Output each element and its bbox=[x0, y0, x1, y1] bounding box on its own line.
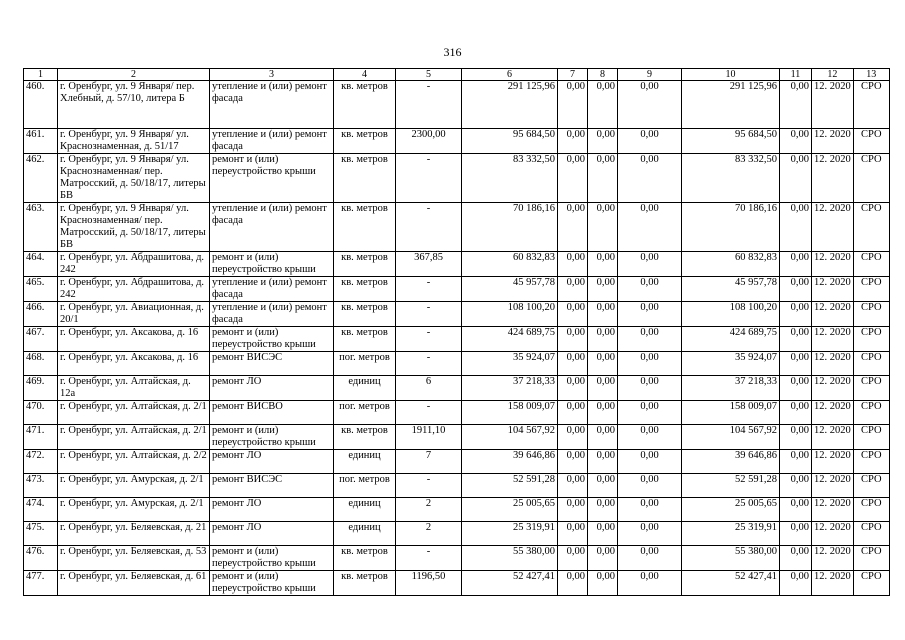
total-cost-cell: 104 567,92 bbox=[462, 425, 558, 450]
total-cost-cell: 95 684,50 bbox=[462, 129, 558, 154]
quantity-cell: 7 bbox=[396, 450, 462, 474]
owner-funds-cell: 70 186,16 bbox=[682, 203, 780, 252]
quantity-cell: - bbox=[396, 352, 462, 376]
quantity-cell: - bbox=[396, 401, 462, 425]
fund-cell: 0,00 bbox=[588, 498, 618, 522]
term-cell: 12. 2020 bbox=[812, 522, 854, 546]
owner-funds-cell: 25 005,65 bbox=[682, 498, 780, 522]
term-cell: 12. 2020 bbox=[812, 327, 854, 352]
term-cell: 12. 2020 bbox=[812, 401, 854, 425]
total-cost-cell: 83 332,50 bbox=[462, 154, 558, 203]
fund-cell: 0,00 bbox=[780, 252, 812, 277]
column-header: 6 bbox=[462, 69, 558, 81]
quantity-cell: - bbox=[396, 474, 462, 498]
quantity-cell: - bbox=[396, 81, 462, 129]
fund-cell: 0,00 bbox=[780, 401, 812, 425]
method-cell: СРО bbox=[853, 425, 889, 450]
table-row bbox=[24, 129, 890, 154]
method-cell: СРО bbox=[853, 154, 889, 203]
unit-cell: единиц bbox=[334, 376, 396, 401]
total-cost-cell: 108 100,20 bbox=[462, 302, 558, 327]
owner-funds-cell: 291 125,96 bbox=[682, 81, 780, 129]
address-cell: г. Оренбург, ул. Алтайская, д. 12а bbox=[58, 376, 210, 401]
fund-cell: 0,00 bbox=[588, 252, 618, 277]
column-header: 13 bbox=[853, 69, 889, 81]
work-type-cell: ремонт и (или) переустройство крыши bbox=[210, 425, 334, 450]
table-row bbox=[24, 376, 890, 401]
row-number: 475. bbox=[24, 522, 58, 546]
fund-cell: 0,00 bbox=[558, 474, 588, 498]
method-cell: СРО bbox=[853, 129, 889, 154]
term-cell: 12. 2020 bbox=[812, 277, 854, 302]
fund-cell: 0,00 bbox=[558, 352, 588, 376]
owner-funds-cell: 52 427,41 bbox=[682, 571, 780, 596]
quantity-cell: - bbox=[396, 546, 462, 571]
fund-cell: 0,00 bbox=[780, 352, 812, 376]
column-header: 4 bbox=[334, 69, 396, 81]
work-type-cell: ремонт ЛО bbox=[210, 450, 334, 474]
fund-cell: 0,00 bbox=[558, 450, 588, 474]
address-cell: г. Оренбург, ул. Амурская, д. 2/1 bbox=[58, 498, 210, 522]
table-row bbox=[24, 81, 890, 129]
work-type-cell: утепление и (или) ремонт фасада bbox=[210, 277, 334, 302]
fund-cell: 0,00 bbox=[780, 498, 812, 522]
quantity-cell: 2 bbox=[396, 522, 462, 546]
term-cell: 12. 2020 bbox=[812, 376, 854, 401]
quantity-cell: 2300,00 bbox=[396, 129, 462, 154]
owner-funds-cell: 45 957,78 bbox=[682, 277, 780, 302]
row-number: 469. bbox=[24, 376, 58, 401]
work-type-cell: ремонт и (или) переустройство крыши bbox=[210, 571, 334, 596]
fund-cell: 0,00 bbox=[588, 425, 618, 450]
method-cell: СРО bbox=[853, 450, 889, 474]
method-cell: СРО bbox=[853, 546, 889, 571]
unit-cell: единиц bbox=[334, 498, 396, 522]
owner-funds-cell: 52 591,28 bbox=[682, 474, 780, 498]
quantity-cell: - bbox=[396, 302, 462, 327]
column-header: 12 bbox=[812, 69, 854, 81]
fund-cell: 0,00 bbox=[588, 450, 618, 474]
total-cost-cell: 52 591,28 bbox=[462, 474, 558, 498]
column-header: 9 bbox=[618, 69, 682, 81]
work-type-cell: ремонт и (или) переустройство крыши bbox=[210, 327, 334, 352]
method-cell: СРО bbox=[853, 81, 889, 129]
quantity-cell: 6 bbox=[396, 376, 462, 401]
fund-cell: 0,00 bbox=[780, 203, 812, 252]
fund-cell: 0,00 bbox=[558, 154, 588, 203]
quantity-cell: - bbox=[396, 277, 462, 302]
work-type-cell: ремонт и (или) переустройство крыши bbox=[210, 252, 334, 277]
row-number: 462. bbox=[24, 154, 58, 203]
table-row bbox=[24, 401, 890, 425]
repair-program-table bbox=[23, 68, 890, 596]
fund-cell: 0,00 bbox=[780, 376, 812, 401]
fund-cell: 0,00 bbox=[618, 129, 682, 154]
term-cell: 12. 2020 bbox=[812, 352, 854, 376]
table-row bbox=[24, 327, 890, 352]
owner-funds-cell: 39 646,86 bbox=[682, 450, 780, 474]
method-cell: СРО bbox=[853, 401, 889, 425]
method-cell: СРО bbox=[853, 327, 889, 352]
term-cell: 12. 2020 bbox=[812, 302, 854, 327]
fund-cell: 0,00 bbox=[558, 81, 588, 129]
row-number: 461. bbox=[24, 129, 58, 154]
column-header: 1 bbox=[24, 69, 58, 81]
fund-cell: 0,00 bbox=[558, 571, 588, 596]
fund-cell: 0,00 bbox=[780, 571, 812, 596]
work-type-cell: ремонт ЛО bbox=[210, 376, 334, 401]
total-cost-cell: 291 125,96 bbox=[462, 81, 558, 129]
table-row bbox=[24, 352, 890, 376]
column-header: 7 bbox=[558, 69, 588, 81]
fund-cell: 0,00 bbox=[558, 203, 588, 252]
fund-cell: 0,00 bbox=[780, 450, 812, 474]
owner-funds-cell: 37 218,33 bbox=[682, 376, 780, 401]
term-cell: 12. 2020 bbox=[812, 81, 854, 129]
term-cell: 12. 2020 bbox=[812, 546, 854, 571]
owner-funds-cell: 25 319,91 bbox=[682, 522, 780, 546]
unit-cell: кв. метров bbox=[334, 129, 396, 154]
fund-cell: 0,00 bbox=[558, 277, 588, 302]
address-cell: г. Оренбург, ул. Аксакова, д. 16 bbox=[58, 352, 210, 376]
fund-cell: 0,00 bbox=[780, 327, 812, 352]
column-number-row bbox=[24, 69, 890, 81]
address-cell: г. Оренбург, ул. Беляевская, д. 21 bbox=[58, 522, 210, 546]
column-header: 3 bbox=[210, 69, 334, 81]
work-type-cell: ремонт и (или) переустройство крыши bbox=[210, 546, 334, 571]
fund-cell: 0,00 bbox=[588, 203, 618, 252]
fund-cell: 0,00 bbox=[780, 277, 812, 302]
fund-cell: 0,00 bbox=[588, 571, 618, 596]
address-cell: г. Оренбург, ул. 9 Января/ ул. Краснознаменная/ пер. Матросский, д. 50/18/17, литеры БВ bbox=[58, 203, 210, 252]
term-cell: 12. 2020 bbox=[812, 498, 854, 522]
fund-cell: 0,00 bbox=[558, 498, 588, 522]
owner-funds-cell: 95 684,50 bbox=[682, 129, 780, 154]
table-row bbox=[24, 203, 890, 252]
fund-cell: 0,00 bbox=[780, 129, 812, 154]
fund-cell: 0,00 bbox=[618, 277, 682, 302]
table-body bbox=[24, 69, 890, 596]
row-number: 460. bbox=[24, 81, 58, 129]
method-cell: СРО bbox=[853, 571, 889, 596]
fund-cell: 0,00 bbox=[618, 450, 682, 474]
address-cell: г. Оренбург, ул. Беляевская, д. 53 bbox=[58, 546, 210, 571]
table-row bbox=[24, 277, 890, 302]
address-cell: г. Оренбург, ул. Беляевская, д. 61 bbox=[58, 571, 210, 596]
row-number: 468. bbox=[24, 352, 58, 376]
quantity-cell: 1196,50 bbox=[396, 571, 462, 596]
column-header: 8 bbox=[588, 69, 618, 81]
work-type-cell: ремонт ВИСЭС bbox=[210, 474, 334, 498]
term-cell: 12. 2020 bbox=[812, 474, 854, 498]
row-number: 463. bbox=[24, 203, 58, 252]
quantity-cell: - bbox=[396, 154, 462, 203]
unit-cell: единиц bbox=[334, 522, 396, 546]
table-row bbox=[24, 154, 890, 203]
address-cell: г. Оренбург, ул. 9 Января/ пер. Хлебный, д. 57/10, литера Б bbox=[58, 81, 210, 129]
fund-cell: 0,00 bbox=[558, 129, 588, 154]
term-cell: 12. 2020 bbox=[812, 252, 854, 277]
total-cost-cell: 52 427,41 bbox=[462, 571, 558, 596]
fund-cell: 0,00 bbox=[618, 203, 682, 252]
address-cell: г. Оренбург, ул. Алтайская, д. 2/2 bbox=[58, 450, 210, 474]
fund-cell: 0,00 bbox=[588, 546, 618, 571]
table-row bbox=[24, 425, 890, 450]
fund-cell: 0,00 bbox=[588, 376, 618, 401]
column-header: 10 bbox=[682, 69, 780, 81]
total-cost-cell: 37 218,33 bbox=[462, 376, 558, 401]
fund-cell: 0,00 bbox=[618, 498, 682, 522]
fund-cell: 0,00 bbox=[588, 81, 618, 129]
fund-cell: 0,00 bbox=[780, 546, 812, 571]
unit-cell: кв. метров bbox=[334, 425, 396, 450]
fund-cell: 0,00 bbox=[618, 571, 682, 596]
fund-cell: 0,00 bbox=[558, 376, 588, 401]
method-cell: СРО bbox=[853, 352, 889, 376]
table-row bbox=[24, 302, 890, 327]
method-cell: СРО bbox=[853, 376, 889, 401]
fund-cell: 0,00 bbox=[780, 474, 812, 498]
total-cost-cell: 70 186,16 bbox=[462, 203, 558, 252]
owner-funds-cell: 108 100,20 bbox=[682, 302, 780, 327]
total-cost-cell: 60 832,83 bbox=[462, 252, 558, 277]
owner-funds-cell: 35 924,07 bbox=[682, 352, 780, 376]
total-cost-cell: 39 646,86 bbox=[462, 450, 558, 474]
fund-cell: 0,00 bbox=[558, 401, 588, 425]
fund-cell: 0,00 bbox=[618, 474, 682, 498]
unit-cell: пог. метров bbox=[334, 474, 396, 498]
work-type-cell: ремонт ВИСЭС bbox=[210, 352, 334, 376]
fund-cell: 0,00 bbox=[588, 129, 618, 154]
table-row bbox=[24, 498, 890, 522]
quantity-cell: 367,85 bbox=[396, 252, 462, 277]
owner-funds-cell: 158 009,07 bbox=[682, 401, 780, 425]
method-cell: СРО bbox=[853, 522, 889, 546]
column-header: 2 bbox=[58, 69, 210, 81]
work-type-cell: утепление и (или) ремонт фасада bbox=[210, 203, 334, 252]
row-number: 472. bbox=[24, 450, 58, 474]
total-cost-cell: 45 957,78 bbox=[462, 277, 558, 302]
column-header: 11 bbox=[780, 69, 812, 81]
fund-cell: 0,00 bbox=[588, 401, 618, 425]
owner-funds-cell: 60 832,83 bbox=[682, 252, 780, 277]
address-cell: г. Оренбург, ул. Абдрашитова, д. 242 bbox=[58, 277, 210, 302]
unit-cell: кв. метров bbox=[334, 154, 396, 203]
fund-cell: 0,00 bbox=[588, 522, 618, 546]
fund-cell: 0,00 bbox=[618, 522, 682, 546]
fund-cell: 0,00 bbox=[618, 376, 682, 401]
unit-cell: кв. метров bbox=[334, 81, 396, 129]
method-cell: СРО bbox=[853, 302, 889, 327]
fund-cell: 0,00 bbox=[618, 302, 682, 327]
fund-cell: 0,00 bbox=[588, 154, 618, 203]
fund-cell: 0,00 bbox=[558, 546, 588, 571]
row-number: 466. bbox=[24, 302, 58, 327]
address-cell: г. Оренбург, ул. Алтайская, д. 2/1 bbox=[58, 425, 210, 450]
address-cell: г. Оренбург, ул. Абдрашитова, д. 242 bbox=[58, 252, 210, 277]
total-cost-cell: 158 009,07 bbox=[462, 401, 558, 425]
method-cell: СРО bbox=[853, 203, 889, 252]
fund-cell: 0,00 bbox=[588, 352, 618, 376]
work-type-cell: утепление и (или) ремонт фасада bbox=[210, 81, 334, 129]
table-row bbox=[24, 571, 890, 596]
term-cell: 12. 2020 bbox=[812, 571, 854, 596]
method-cell: СРО bbox=[853, 252, 889, 277]
row-number: 464. bbox=[24, 252, 58, 277]
fund-cell: 0,00 bbox=[618, 352, 682, 376]
unit-cell: кв. метров bbox=[334, 546, 396, 571]
work-type-cell: ремонт ЛО bbox=[210, 498, 334, 522]
unit-cell: пог. метров bbox=[334, 401, 396, 425]
table-row bbox=[24, 522, 890, 546]
unit-cell: кв. метров bbox=[334, 252, 396, 277]
table-row bbox=[24, 546, 890, 571]
total-cost-cell: 55 380,00 bbox=[462, 546, 558, 571]
row-number: 476. bbox=[24, 546, 58, 571]
row-number: 474. bbox=[24, 498, 58, 522]
unit-cell: кв. метров bbox=[334, 327, 396, 352]
term-cell: 12. 2020 bbox=[812, 450, 854, 474]
term-cell: 12. 2020 bbox=[812, 203, 854, 252]
method-cell: СРО bbox=[853, 498, 889, 522]
table-row bbox=[24, 252, 890, 277]
method-cell: СРО bbox=[853, 474, 889, 498]
owner-funds-cell: 55 380,00 bbox=[682, 546, 780, 571]
fund-cell: 0,00 bbox=[780, 522, 812, 546]
unit-cell: пог. метров bbox=[334, 352, 396, 376]
fund-cell: 0,00 bbox=[618, 327, 682, 352]
fund-cell: 0,00 bbox=[558, 252, 588, 277]
unit-cell: кв. метров bbox=[334, 571, 396, 596]
quantity-cell: - bbox=[396, 203, 462, 252]
quantity-cell: - bbox=[396, 327, 462, 352]
fund-cell: 0,00 bbox=[618, 252, 682, 277]
fund-cell: 0,00 bbox=[780, 425, 812, 450]
address-cell: г. Оренбург, ул. Авиационная, д. 20/1 bbox=[58, 302, 210, 327]
address-cell: г. Оренбург, ул. Алтайская, д. 2/1 bbox=[58, 401, 210, 425]
method-cell: СРО bbox=[853, 277, 889, 302]
table-row bbox=[24, 450, 890, 474]
fund-cell: 0,00 bbox=[588, 327, 618, 352]
fund-cell: 0,00 bbox=[558, 302, 588, 327]
address-cell: г. Оренбург, ул. Аксакова, д. 16 bbox=[58, 327, 210, 352]
column-header: 5 bbox=[396, 69, 462, 81]
work-type-cell: ремонт и (или) переустройство крыши bbox=[210, 154, 334, 203]
unit-cell: кв. метров bbox=[334, 302, 396, 327]
term-cell: 12. 2020 bbox=[812, 425, 854, 450]
work-type-cell: ремонт ВИСВО bbox=[210, 401, 334, 425]
work-type-cell: утепление и (или) ремонт фасада bbox=[210, 302, 334, 327]
unit-cell: кв. метров bbox=[334, 203, 396, 252]
fund-cell: 0,00 bbox=[780, 302, 812, 327]
unit-cell: единиц bbox=[334, 450, 396, 474]
fund-cell: 0,00 bbox=[558, 522, 588, 546]
fund-cell: 0,00 bbox=[618, 154, 682, 203]
row-number: 470. bbox=[24, 401, 58, 425]
owner-funds-cell: 83 332,50 bbox=[682, 154, 780, 203]
fund-cell: 0,00 bbox=[588, 302, 618, 327]
fund-cell: 0,00 bbox=[780, 154, 812, 203]
work-type-cell: ремонт ЛО bbox=[210, 522, 334, 546]
row-number: 471. bbox=[24, 425, 58, 450]
total-cost-cell: 424 689,75 bbox=[462, 327, 558, 352]
fund-cell: 0,00 bbox=[618, 401, 682, 425]
total-cost-cell: 25 005,65 bbox=[462, 498, 558, 522]
table-row bbox=[24, 474, 890, 498]
row-number: 467. bbox=[24, 327, 58, 352]
fund-cell: 0,00 bbox=[618, 546, 682, 571]
fund-cell: 0,00 bbox=[780, 81, 812, 129]
owner-funds-cell: 104 567,92 bbox=[682, 425, 780, 450]
term-cell: 12. 2020 bbox=[812, 154, 854, 203]
term-cell: 12. 2020 bbox=[812, 129, 854, 154]
fund-cell: 0,00 bbox=[558, 425, 588, 450]
owner-funds-cell: 424 689,75 bbox=[682, 327, 780, 352]
address-cell: г. Оренбург, ул. 9 Января/ ул. Краснознаменная/ пер. Матросский, д. 50/18/17, литеры БВ bbox=[58, 154, 210, 203]
page-number: 316 bbox=[443, 45, 462, 59]
fund-cell: 0,00 bbox=[618, 425, 682, 450]
fund-cell: 0,00 bbox=[588, 277, 618, 302]
fund-cell: 0,00 bbox=[588, 474, 618, 498]
total-cost-cell: 35 924,07 bbox=[462, 352, 558, 376]
fund-cell: 0,00 bbox=[618, 81, 682, 129]
unit-cell: кв. метров bbox=[334, 277, 396, 302]
quantity-cell: 2 bbox=[396, 498, 462, 522]
quantity-cell: 1911,10 bbox=[396, 425, 462, 450]
row-number: 477. bbox=[24, 571, 58, 596]
address-cell: г. Оренбург, ул. Амурская, д. 2/1 bbox=[58, 474, 210, 498]
work-type-cell: утепление и (или) ремонт фасада bbox=[210, 129, 334, 154]
row-number: 473. bbox=[24, 474, 58, 498]
address-cell: г. Оренбург, ул. 9 Января/ ул. Краснознаменная, д. 51/17 bbox=[58, 129, 210, 154]
total-cost-cell: 25 319,91 bbox=[462, 522, 558, 546]
row-number: 465. bbox=[24, 277, 58, 302]
fund-cell: 0,00 bbox=[558, 327, 588, 352]
